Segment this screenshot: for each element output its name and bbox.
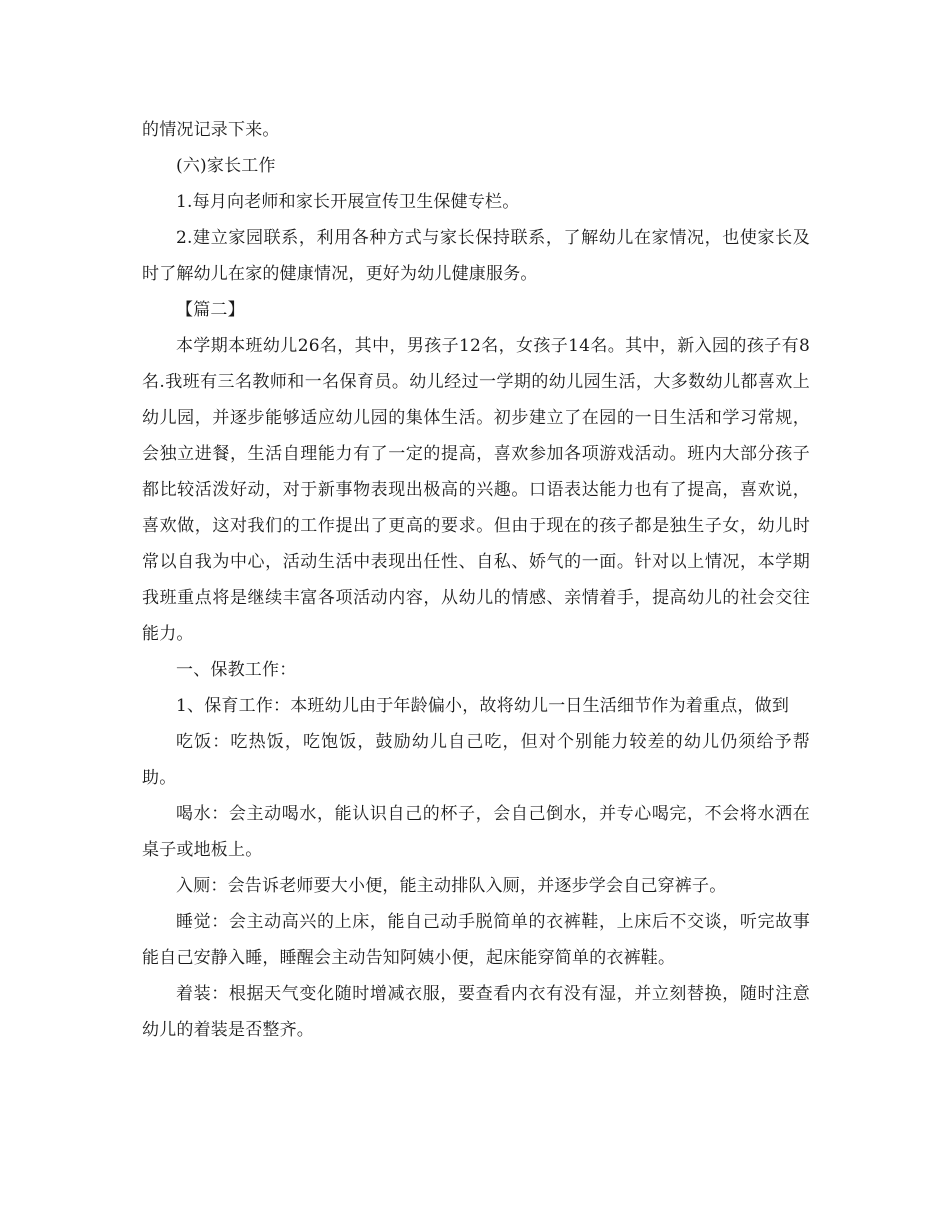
paragraph-item-2: 2.建立家园联系，利用各种方式与家长保持联系，了解幼儿在家情况，也使家长及时了解幼儿在家的健康情况，更好为幼儿健康服务。: [142, 228, 810, 284]
paragraph-item-1: 1.每月向老师和家长开展宣传卫生保健专栏。: [176, 192, 520, 212]
paragraph-drinking: 喝水：会主动喝水，能认识自己的杯子，会自己倒水，并专心喝完，不会将水洒在桌子或地板上。: [142, 804, 810, 860]
paragraph-care-work: 1、保育工作：本班幼儿由于年龄偏小，故将幼儿一日生活细节作为着重点，做到: [176, 696, 790, 716]
paragraph-continuation: 的情况记录下来。: [142, 120, 280, 140]
document-body: [142, 112, 810, 1048]
chapter-heading-part-two: 【篇二】: [176, 300, 245, 320]
section-heading-care-education: 一、保教工作：: [176, 660, 297, 680]
paragraph-toilet: 入厕：会告诉老师要大小便，能主动排队入厕，并逐步学会自己穿裤子。: [176, 876, 727, 896]
paragraph-eating: 吃饭：吃热饭，吃饱饭，鼓励幼儿自己吃，但对个别能力较差的幼儿仍须给予帮助。: [142, 732, 810, 788]
paragraph-sleeping: 睡觉：会主动高兴的上床，能自己动手脱简单的衣裤鞋，上床后不交谈，听完故事能自己安静入睡，睡醒会主动告知阿姨小便，起床能穿简单的衣裤鞋。: [142, 912, 810, 968]
section-heading-parent-work: (六)家长工作: [176, 156, 276, 176]
paragraph-dressing: 着装：根据天气变化随时增减衣服，要查看内衣有没有湿，并立刻替换，随时注意幼儿的着装是否整齐。: [142, 984, 810, 1040]
paragraph-class-overview: 本学期本班幼儿26名，其中，男孩子12名，女孩子14名。其中，新入园的孩子有8名.我班有三名教师和一名保育员。幼儿经过一学期的幼儿园生活，大多数幼儿都喜欢上幼儿园，并逐步能够适应幼儿园的集体生活。初步建立了在园的一日生活和学习常规，会独立进餐，生活自理能力有了一定的提高，喜欢参加各项游戏活动。班内大部分孩子都比较活泼好动，对于新事物表现出极高的兴趣。口语表达能力也有了提高，喜欢说，喜欢做，这对我们的工作提出了更高的要求。但由于现在的孩子都是独生子女，幼儿时常以自我为中心，活动生活中表现出任性、自私、娇气的一面。针对以上情况，本学期我班重点将是继续丰富各项活动内容，从幼儿的情感、亲情着手，提高幼儿的社会交往能力。: [142, 336, 810, 644]
